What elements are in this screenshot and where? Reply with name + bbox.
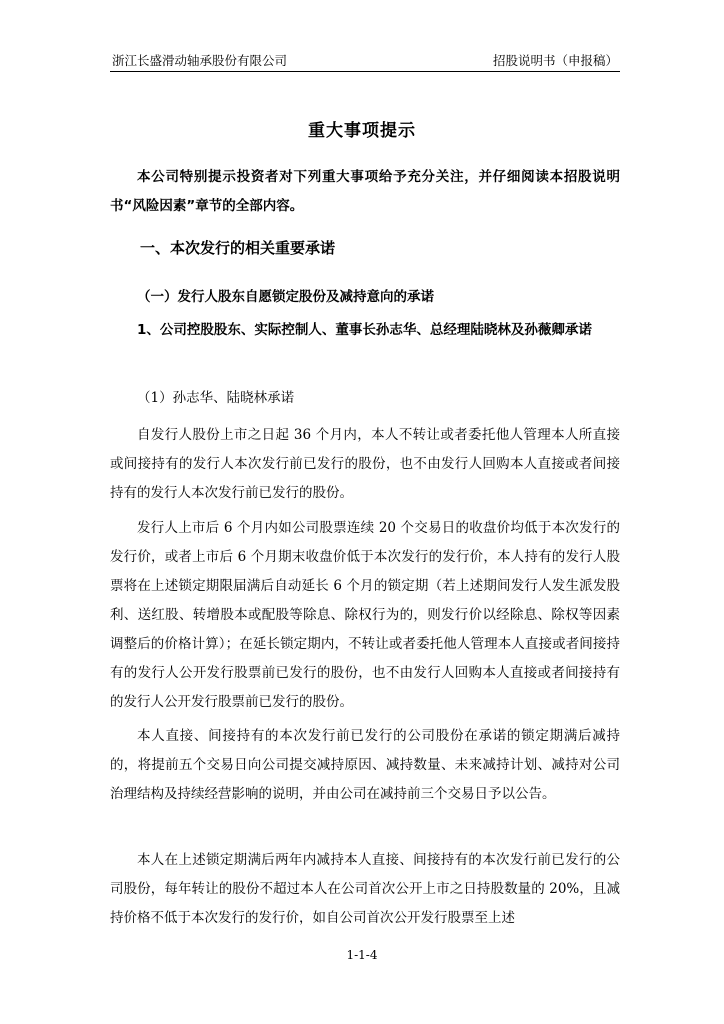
item-heading: 1、公司控股股东、实际控制人、董事长孙志华、总经理陆晓林及孙薇卿承诺 [137, 322, 592, 338]
body-paragraph: 自发行人股份上市之日起 36 个月内，本人不转让或者委托他人管理本人所直接或间接持有的发行人本次发行前已发行的股份，也不由发行人回购本人直接或者间接持有的发行人本次发行前已发行的股份。 [110, 427, 620, 501]
header-document-type: 招股说明书（申报稿） [492, 53, 618, 68]
page-number: 1-1-4 [346, 948, 378, 962]
body-paragraph: 本人直接、间接持有的本次发行前已发行的公司股份在承诺的锁定期满后减持的，将提前五个交易日向公司提交减持原因、减持数量、未来减持计划、减持对公司治理结构及持续经营影响的说明，并由公司在减持前三个交易日予以公告。 [110, 728, 620, 802]
section-heading: 一、本次发行的相关重要承诺 [140, 239, 336, 257]
header-company-name: 浙江长盛滑动轴承股份有限公司 [112, 53, 288, 68]
body-paragraph: 发行人上市后 6 个月内如公司股票连续 20 个交易日的收盘价均低于本次发行的发行价，或者上市后 6 个月期末收盘价低于本次发行的发行价，本人持有的发行人股票将在上述锁定期限届满后自动延长 6 个月的锁定期（若上述期间发行人发生派发股利、送红股、转增股本或配股等除息、除权行为的，则发行价以经除息、除权等因素调整后的价格计算）；在延长锁定期内，不转让或者委托他人管理本人直接或者间接持有的发行人公开发行股票前已发行的股份，也不由发行人回购本人直接或者间接持有的发行人公开发行股票前已发行的股份。 [110, 520, 620, 710]
body-paragraph: 本人在上述锁定期满后两年内减持本人直接、间接持有的本次发行前已发行的公司股份，每年转让的股份不超过本人在公司首次公开上市之日持股数量的 20%，且减持价格不低于本次发行的发行价，如自公司首次公开发行股票至上述 [110, 852, 620, 926]
page-header [110, 49, 620, 72]
page-title: 重大事项提示 [308, 121, 416, 141]
sub-item-heading: （1）孙志华、陆晓林承诺 [137, 390, 295, 406]
subsection-heading: （一）发行人股东自愿锁定股份及减持意向的承诺 [137, 289, 434, 305]
intro-paragraph: 本公司特别提示投资者对下列重大事项给予充分关注，并仔细阅读本招股说明书“风险因素”章节的全部内容。 [110, 169, 620, 214]
